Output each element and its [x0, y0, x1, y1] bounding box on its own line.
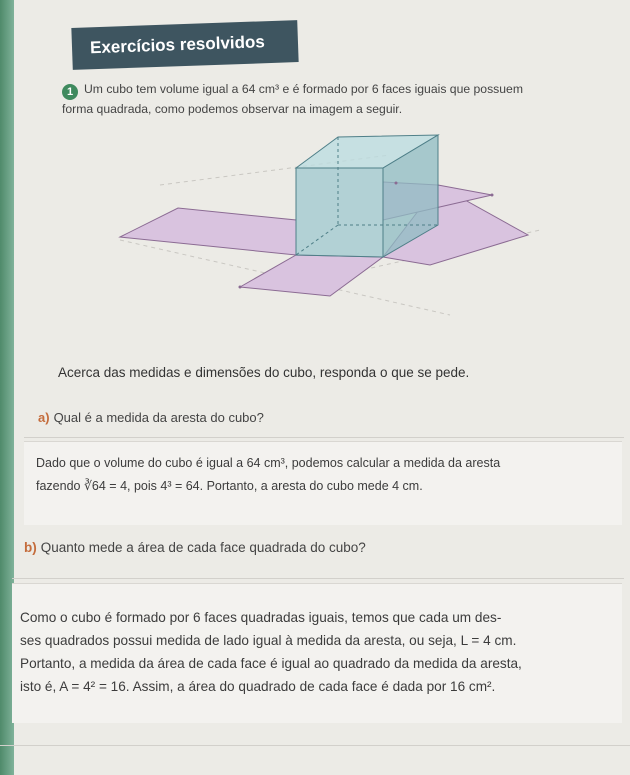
- exercise-number-badge: 1: [62, 84, 78, 100]
- question-a-letter: a): [38, 410, 50, 425]
- answer-a-box: [24, 441, 622, 525]
- answer-b-line-1: Como o cubo é formado por 6 faces quadradas iguais, temos que cada um des-: [20, 610, 502, 625]
- answer-b-line-3: Portanto, a medida da área de cada face é igual ao quadrado da medida da aresta,: [20, 656, 522, 671]
- vertex-dot: [239, 286, 242, 289]
- intro-line-2: forma quadrada, como podemos observar na imagem a seguir.: [62, 102, 403, 116]
- cube-front-face: [296, 168, 383, 257]
- net-face-left: [120, 208, 296, 255]
- vertex-dot: [491, 194, 494, 197]
- question-b: [24, 540, 366, 555]
- section-header: [71, 20, 298, 70]
- question-b-text: Quanto mede a área de cada face quadrada do cubo?: [40, 540, 366, 555]
- answer-b-line-2: ses quadrados possui medida de lado igual à medida da aresta, ou seja, L = 4 cm.: [20, 633, 517, 648]
- divider: [24, 437, 624, 438]
- answer-b-box: [12, 583, 622, 723]
- question-a: [38, 410, 264, 425]
- answer-a-line-1: Dado que o volume do cubo é igual a 64 cm³, podemos calcular a medida da aresta: [36, 456, 501, 470]
- divider: [0, 745, 630, 746]
- divider: [12, 578, 624, 579]
- cube-net-illustration: [100, 120, 560, 330]
- exercise-intro: [62, 80, 622, 118]
- question-a-text: Qual é a medida da aresta do cubo?: [53, 410, 264, 425]
- answer-b-line-4: isto é, A = 4² = 16. Assim, a área do quadrado de cada face é dada por 16 cm².: [20, 679, 496, 694]
- net-face-front: [240, 255, 383, 296]
- section-title: Exercícios resolvidos: [89, 32, 266, 58]
- intro-line-1: Um cubo tem volume igual a 64 cm³ e é formado por 6 faces iguais que possuem: [84, 82, 523, 96]
- answer-a-line-2: fazendo ∛64 = 4, pois 4³ = 64. Portanto, a aresta do cubo mede 4 cm.: [36, 479, 423, 493]
- question-prompt: Acerca das medidas e dimensões do cubo, responda o que se pede.: [58, 365, 470, 380]
- question-b-letter: b): [24, 540, 37, 555]
- vertex-dot: [395, 182, 398, 185]
